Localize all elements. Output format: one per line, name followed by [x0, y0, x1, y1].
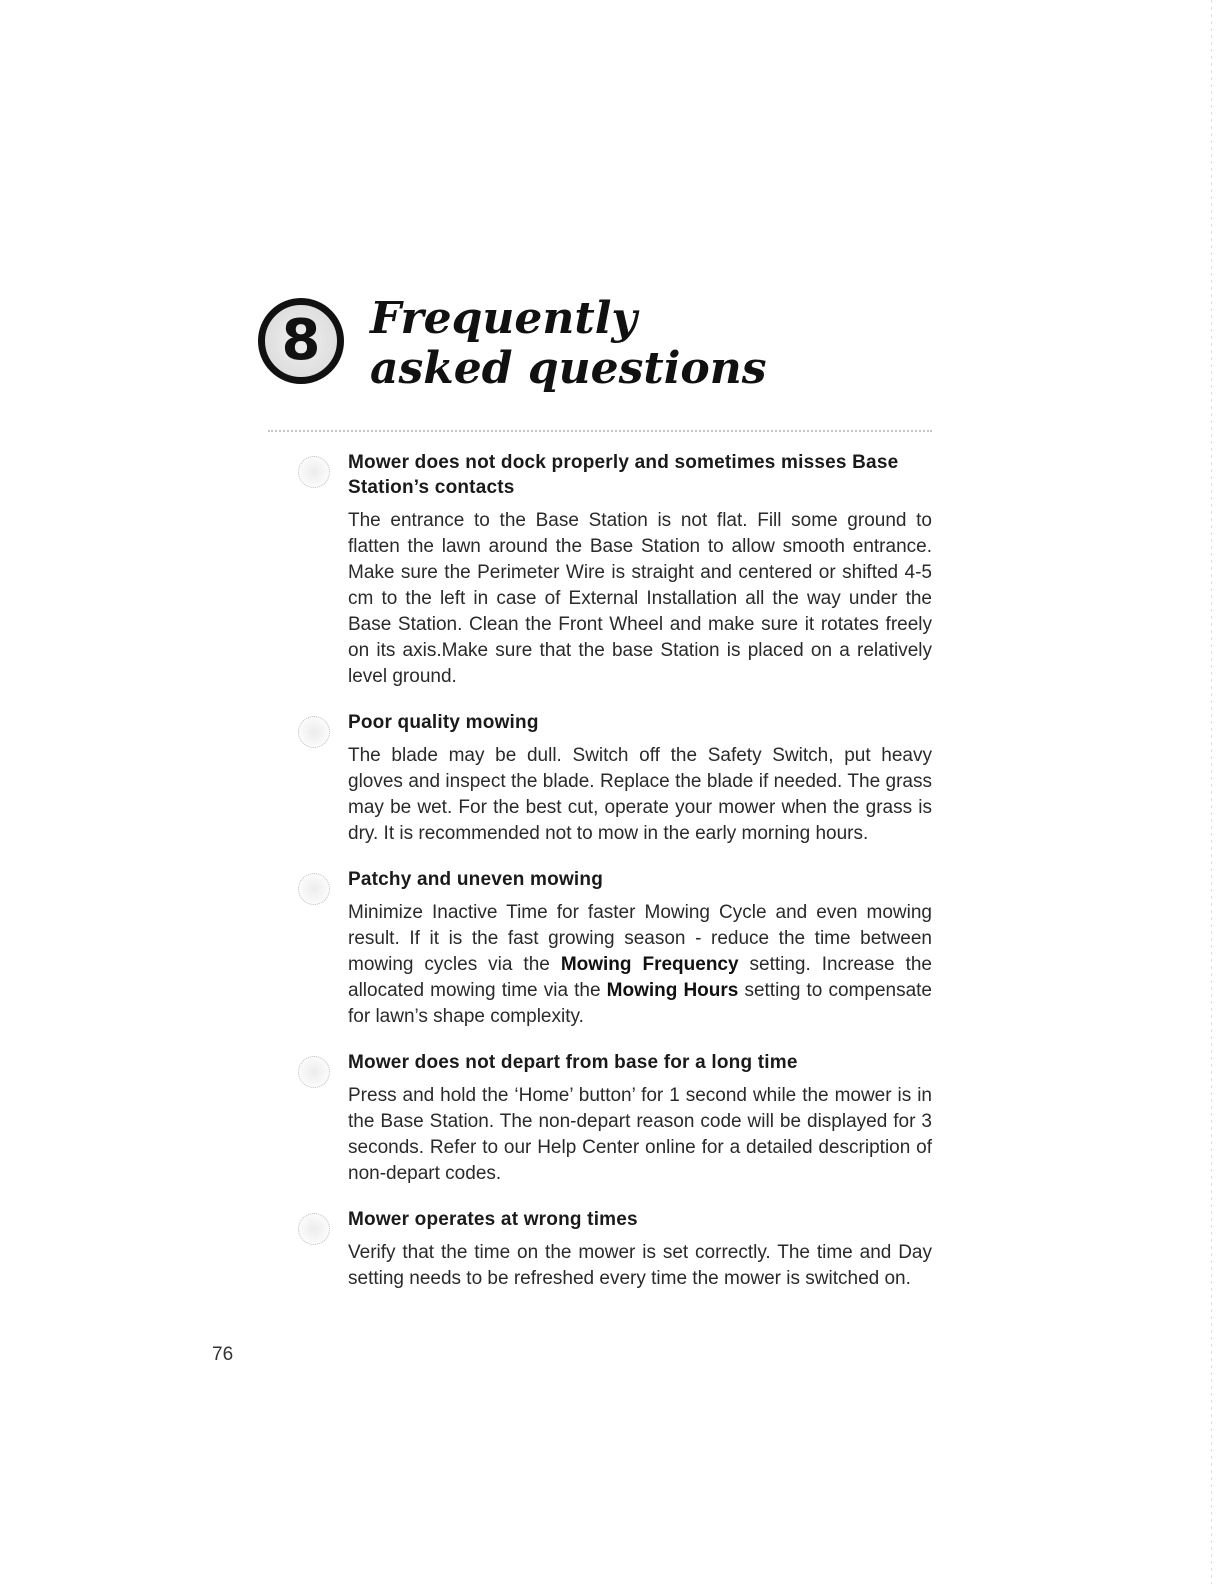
faq-item [296, 450, 932, 690]
scan-edge [1211, 0, 1212, 1584]
faq-question: Mower does not depart from base for a long time [348, 1052, 798, 1073]
faq-item [296, 1207, 932, 1292]
answer-text: Minimize Inactive Time for faster Mowing Cycle and even mowing result. If it is the fast growing season - reduce the time between mowing cycles via the [348, 902, 932, 975]
chapter-title-line2: asked questions [370, 343, 767, 394]
faq-answer: Press and hold the ‘Home’ button’ for 1 second while the mower is in the Base Station. The non-depart reason code will be displayed for 3 seconds. Refer to our Help Center online for a detailed description of non-depart codes. [348, 1085, 932, 1184]
faq-question: Poor quality mowing [348, 712, 539, 733]
faq-answer: Verify that the time on the mower is set correctly. The time and Day setting needs to be refreshed every time the mower is switched on. [348, 1242, 932, 1289]
faq-answer: The entrance to the Base Station is not flat. Fill some ground to flatten the lawn around the Base Station to allow smooth entrance. Make sure the Perimeter Wire is straight and centered or shifted 4-5 cm to the left in case of External Installation all the way under the Base Station. Clean the Front Wheel and make sure it rotates freely on its axis.Make sure that the base Station is placed on a relatively level ground. [348, 510, 932, 687]
question-bullet-icon [298, 456, 330, 488]
faq-item [296, 710, 932, 847]
question-bullet-icon [298, 716, 330, 748]
faq-question: Mower does not dock properly and sometimes misses Base Station’s contacts [348, 452, 899, 498]
chapter-number-badge [258, 298, 344, 384]
setting-name-mowing-frequency: Mowing Frequency [560, 954, 739, 975]
dotted-separator [268, 430, 932, 432]
faq-item [296, 1050, 932, 1187]
question-bullet-icon [298, 1056, 330, 1088]
faq-item [296, 867, 932, 1030]
chapter-title [370, 294, 767, 394]
faq-answer: The blade may be dull. Switch off the Safety Switch, put heavy gloves and inspect the blade. Replace the blade if needed. The grass may be wet. For the best cut, operate your mower when the grass is dry. It is recommended not to mow in the early morning hours. [348, 745, 932, 844]
question-bullet-icon [298, 873, 330, 905]
page-number: 76 [212, 1344, 234, 1365]
faq-answer [348, 900, 932, 1030]
faq-question: Mower operates at wrong times [348, 1209, 638, 1230]
faq-list [296, 450, 932, 1312]
setting-name-mowing-hours: Mowing Hours [606, 980, 739, 1001]
chapter-title-line1: Frequently [370, 293, 637, 344]
question-bullet-icon [298, 1213, 330, 1245]
answer-text: setting to compensate for lawn’s shape complexity. [348, 980, 932, 1027]
faq-question: Patchy and uneven mowing [348, 869, 604, 890]
answer-text: setting. Increase the allocated mowing time via the [348, 954, 932, 1001]
chapter-number: 8 [281, 308, 321, 373]
